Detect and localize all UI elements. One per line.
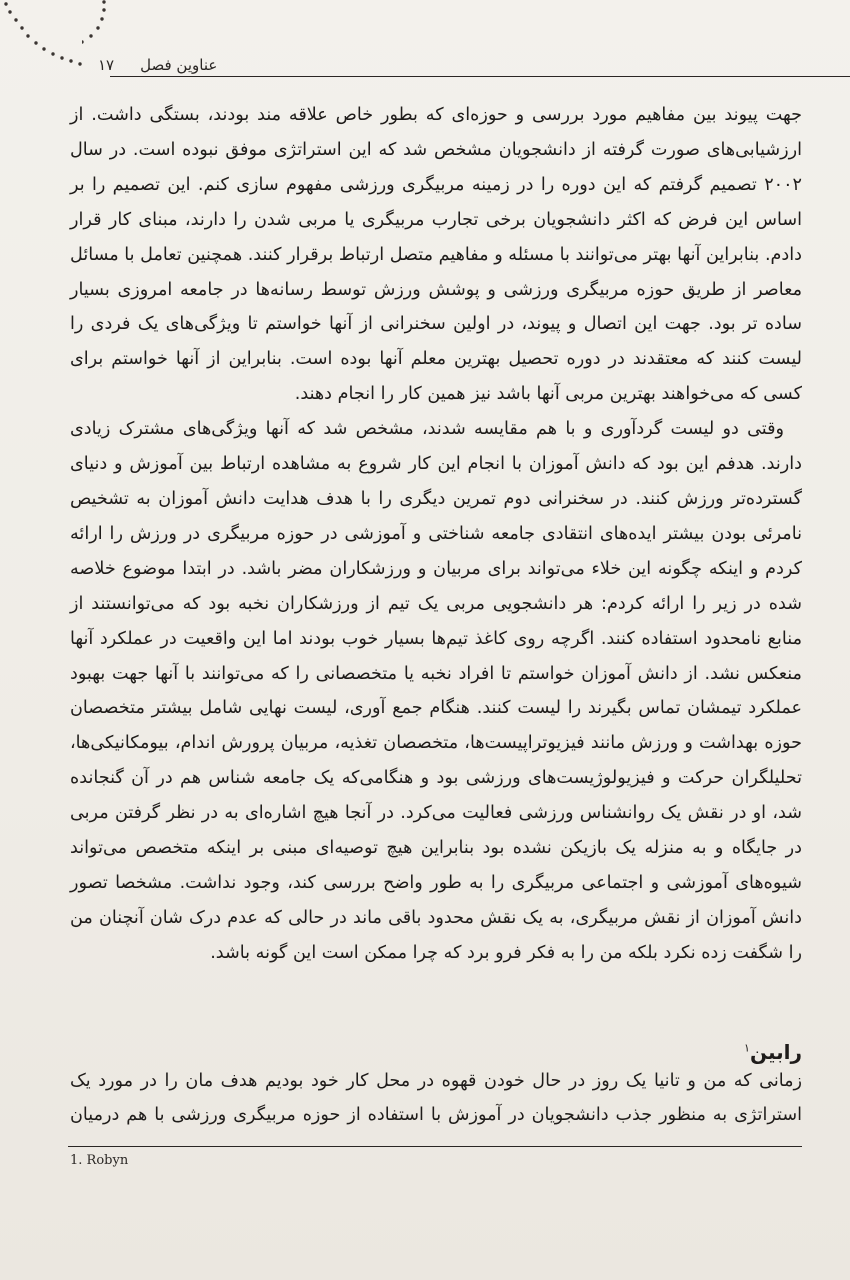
section-heading xyxy=(744,1040,802,1064)
footnote-marker: ۱ xyxy=(744,1041,750,1055)
paragraph-1: جهت پیوند بین مفاهیم مورد بررسی و حوزه‌ای که بطور خاص علاقه مند بودند، بستگی داشت. از ارزشیابی‌های صورت گرفته از دانشجویان مشخص شد که این استراتژی موفق نبوده است. در سال ۲۰۰۲ تصمیم گرفتم که این دوره را در زمینه مربیگری ورزشی مفهوم سازی کنم. این تصمیم را بر اساس این فرض که اکثر دانشجویان برخی تجارب مربیگری یا مربی شدن را دارند، مبنای کار قرار دادم. بنابراین آنها بهتر می‌توانند با مسئله و مفاهیم متصل ارتباط برقرار کنند. همچنین تعامل با مسائل معاصر از طریق حوزه مربیگری ورزشی و پوشش ورزش توسط رسانه‌ها در جامعه امروزی بسیار ساده تر بود. جهت این اتصال و پیوند، در اولین سخنرانی از آنها خواستم تا ویژگی‌های یک فردی را لیست کنند که معتقدند در دوره تحصیل بهترین معلم آنها بوده است. بنابراین از آنها خواستم برای کسی که می‌خواهند بهترین مربی آنها باشد نیز همین کار را انجام دهند. xyxy=(70,105,802,405)
body-text xyxy=(70,98,802,971)
header-rule xyxy=(110,76,850,77)
page-number: ۱۷ xyxy=(98,56,115,74)
chapter-title: عناوین فصل xyxy=(140,56,218,74)
footnote-rule xyxy=(68,1146,802,1147)
paragraph-2: وقتی دو لیست گردآوری و با هم مقایسه شدند، مشخص شد که آنها ویژگی‌های مشترک زیادی دارند. هدفم این بود که دانش آموزان با انجام این کار شروع به مشاهده ارتباط بین آموزش و دنیای گسترده‌تر ورزش کنند. در سخنرانی دوم تمرین دیگری را با هدف هدایت دانش آموزان به تشخیص نامرئی بودن بیشتر ایده‌های انتقادی جامعه شناختی و آموزشی در حوزه مربیگری در ورزش را ارائه کردم و اینکه چگونه این خلاء می‌تواند برای مربیان و ورزشکاران مضر باشد. در ابتدا موضوع خلاصه شده در زیر را ارائه کردم: هر دانشجویی مربی یک تیم از ورزشکاران نخبه بود که می‌توانستند از منابع نامحدود استفاده کنند. اگرچه روی کاغذ تیم‌ها بسیار خوب بودند اما این واقعیت در عملکرد آنها منعکس نشد. از دانش آموزان خواستم تا افراد نخبه یا متخصصانی را که می‌توانند با آنها جهت بهبود عملکرد تیمشان تماس بگیرند را لیست کنند. هنگام جمع آوری، لیست نهایی شامل بیشتر متخصصان حوزه بهداشت و ورزش مانند فیزیوتراپیست‌ها، متخصصان تغذیه، مربیان پرورش اندام، بیومکانیکی‌ها، تحلیلگران حرکت و فیزیولوژیست‌های ورزشی بود و هنگامی‌که یک جامعه شناس هم در آن گنجانده شد، او در نقش یک روانشناس ورزشی فعالیت می‌کرد. در آنجا هیچ اشاره‌ای به در نظر گرفتن مربی در جایگاه و به منزله یک بازیکن نشده بود بنابراین هیچ توصیه‌ای مبنی بر اینکه متخصص می‌تواند شیوه‌های آموزشی و اجتماعی مربیگری را به طور واضح بررسی کند، وجود نداشت. مشخصا تصور دانش آموزان از نقش مربیگری، به یک نقش محدود باقی ماند در حالی که عدم درک شان آنچنان من را شگفت زده نکرد بلکه من را به فکر فرو برد که چرا ممکن است این گونه باشد. xyxy=(70,419,802,963)
section-body-text xyxy=(70,1064,802,1132)
section-heading-text: رابین xyxy=(749,1040,802,1064)
section-paragraph: زمانی که من و تانیا یک روز در حال خودن قهوه در محل کار خود بودیم هدف مان را در مورد یک استراتژی به منظور جذب دانشجویان در آموزش با استفاده از حوزه مربیگری ورزشی با هم درمیان xyxy=(70,1071,802,1125)
decorative-dotted-border xyxy=(82,0,850,48)
footnote: 1. Robyn xyxy=(70,1153,129,1168)
running-head xyxy=(98,56,217,74)
